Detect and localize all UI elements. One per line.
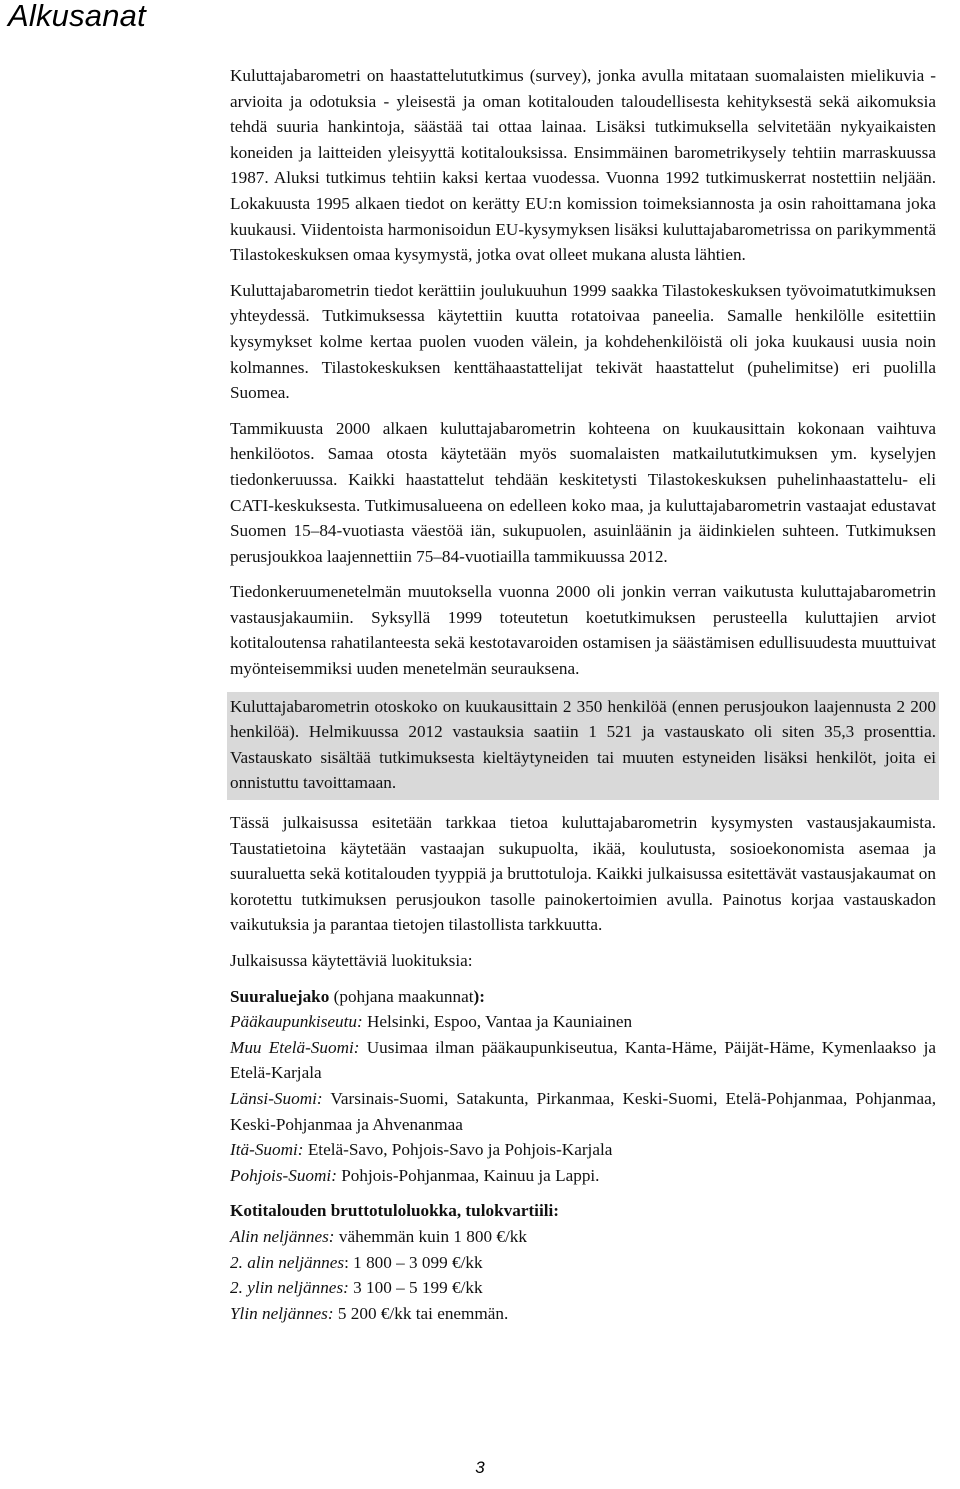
- income-item-value: vähemmän kuin 1 800 €/kk: [334, 1226, 527, 1246]
- income-item-value: : 1 800 – 3 099 €/kk: [344, 1252, 483, 1272]
- suuralue-heading: [230, 984, 936, 1010]
- income-item: [230, 1224, 936, 1250]
- suuralue-item-value: Pohjois-Pohjanmaa, Kainuu ja Lappi.: [336, 1165, 600, 1185]
- paragraph-sample-since-2000: Tammikuusta 2000 alkaen kuluttajabarometrin kohteena on kuukausittain kokonaan vaihtuva henkilöotos. Samaa otosta käytetään myös suomalaisten matkailututkimuksen ym. kyselyjen tiedonkeruussa. Kaikki haastattelut tehdään keskitetysti Tilastokeskuksen puhelinhaastattelu- eli CATI-keskuksesta. Tutkimusalueena on edelleen koko maa, ja kuluttajabarometrin vastaajat edustavat Suomen 15–84-vuotiasta väestöä iän, sukupuolen, asuinläänin ja äidinkielen suhteen. Tutkimuksen perusjoukkoa laajennettiin 75–84-vuotiailla tammikuussa 2012.: [230, 418, 936, 566]
- suuralue-item: [230, 1009, 936, 1035]
- suuralue-heading-end: ):: [473, 986, 485, 1006]
- income-section: [230, 1198, 936, 1326]
- income-item-label: 2. alin neljännes: [230, 1252, 345, 1272]
- suuralue-item-label: Itä-Suomi:: [230, 1140, 304, 1160]
- income-item: [230, 1275, 936, 1301]
- income-item-value: 5 200 €/kk tai enemmän.: [333, 1303, 509, 1323]
- paragraph-method-change: Tiedonkeruumenetelmän muutoksella vuonna 2000 oli jonkin verran vaikutusta kuluttajabarometrin vastausjakaumiin. Syksyllä 1999 toteutetun koetutkimuksen perusteella kuluttajien arviot kotitaloutensa rahatilanteesta sekä kestotavaroiden ostamisen ja säästämisen edullisuudesta muuttuivat myönteisemmiksi uuden menetelmän seurauksena.: [230, 582, 936, 679]
- suuralue-item-value: Uusimaa ilman pääkaupunkiseutua, Kanta-Häme, Päijät-Häme, Kymenlaakso ja Etelä-Karjala: [230, 1037, 936, 1083]
- income-item-label: 2. ylin neljännes:: [230, 1278, 349, 1298]
- suuralue-item-value: Etelä-Savo, Pohjois-Savo ja Pohjois-Karjala: [303, 1140, 613, 1160]
- income-item-label: Ylin neljännes:: [230, 1303, 334, 1323]
- suuralue-item: [230, 1035, 936, 1086]
- suuralue-item-label: Länsi-Suomi:: [230, 1088, 323, 1108]
- income-item: [230, 1301, 936, 1327]
- suuralue-item-label: Pohjois-Suomi:: [230, 1165, 337, 1185]
- suuralue-item-value: Helsinki, Espoo, Vantaa ja Kauniainen: [362, 1012, 633, 1032]
- paragraph-intro: Kuluttajabarometri on haastattelututkimus (survey), jonka avulla mitataan suomalaisten mielikuvia - arvioita ja odotuksia - yleisestä ja oman kotitalouden taloudellisesta kehityksestä sekä aikomuksia tehdä suuria hankintoja, säästää tai ottaa lainaa. Lisäksi tutkimuksella selvitetään nykyaikaisten koneiden ja laitteiden yleisyyttä kotitalouksissa. Ensimmäinen barometrikysely tehtiin marraskuussa 1987. Aluksi tutkimus tehtiin kaksi kertaa vuodessa. Vuonna 1992 tutkimuskerrat nostettiin neljään. Lokakuusta 1995 alkaen tiedot on kerätty EU:n komission toimeksiannosta ja osin rahoittamana joka kuukausi. Viidentoista harmonisoidun EU-kysymyksen lisäksi kuluttajabarometrissa on parikymmentä Tilastokeskuksen omaa kysymystä, jotka ovat olleet mukana alusta lähtien.: [230, 66, 936, 265]
- page-title: Alkusanat: [8, 0, 146, 33]
- income-item: [230, 1250, 936, 1276]
- paragraph-data-collection-history: Kuluttajabarometrin tiedot kerättiin joulukuuhun 1999 saakka Tilastokeskuksen työvoimatutkimuksen yhteydessä. Tutkimuksessa käytettiin kuutta rotatoivaa paneelia. Samalle henkilölle esitettiin kysymykset kolme kertaa puolen vuoden välein, ja kohdehenkilöistä oli joka kuukausi uusia noin kolmannes. Tilastokeskuksen kenttähaastattelijat tekivät haastattelut (puhelimitse) eri puolilla Suomea.: [230, 280, 936, 403]
- suuralue-item-value: Varsinais-Suomi, Satakunta, Pirkanmaa, Keski-Suomi, Etelä-Pohjanmaa, Pohjanmaa, Keski-Pohjanmaa ja Ahvenanmaa: [230, 1088, 936, 1134]
- main-content: [230, 63, 936, 1326]
- income-item-value: 3 100 – 5 199 €/kk: [348, 1278, 483, 1298]
- suuralue-item-label: Muu Etelä-Suomi:: [230, 1037, 360, 1057]
- income-heading: Kotitalouden bruttotuloluokka, tulokvartiili:: [230, 1201, 559, 1221]
- suuralue-heading-bold: Suuraluejako: [230, 986, 330, 1006]
- suuralue-item: [230, 1163, 936, 1189]
- paragraph-sample-size-highlighted: Kuluttajabarometrin otoskoko on kuukausittain 2 350 henkilöä (ennen perusjoukon laajennusta 2 200 henkilöä). Helmikuussa 2012 vastauksia saatiin 1 521 ja vastauskato oli siten 35,3 prosenttia. Vastauskato sisältää tutkimuksesta kieltäytyneiden tai muuten estyneiden lisäksi henkilöt, joita ei onnistuttu tavoittamaan.: [227, 692, 939, 800]
- suuralue-item-label: Pääkaupunkiseutu:: [230, 1012, 363, 1032]
- suuralue-item: [230, 1086, 936, 1137]
- suuralue-heading-rest: (pohjana maakunnat: [329, 986, 474, 1006]
- suuralue-item: [230, 1137, 936, 1163]
- paragraph-classifications-intro: Julkaisussa käytettäviä luokituksia:: [230, 951, 473, 970]
- paragraph-publication-content: Tässä julkaisussa esitetään tarkkaa tietoa kuluttajabarometrin kysymysten vastausjakaumista. Taustatietoina käytetään vastaajan sukupuolta, ikää, koulutusta, sosioekonomista asemaa ja suuraluetta sekä kotitalouden tyyppiä ja bruttotuloja. Kaikki julkaisussa esitettävät vastausjakaumat on korotettu tutkimuksen perusjoukon tasolle painokertoimien avulla. Painotus korjaa vastauskadon vaikutuksia ja parantaa tietojen tilastollista tarkkuutta.: [230, 813, 936, 935]
- suuralue-section: [230, 984, 936, 1189]
- page-number: 3: [475, 1458, 485, 1477]
- income-item-label: Alin neljännes:: [230, 1226, 335, 1246]
